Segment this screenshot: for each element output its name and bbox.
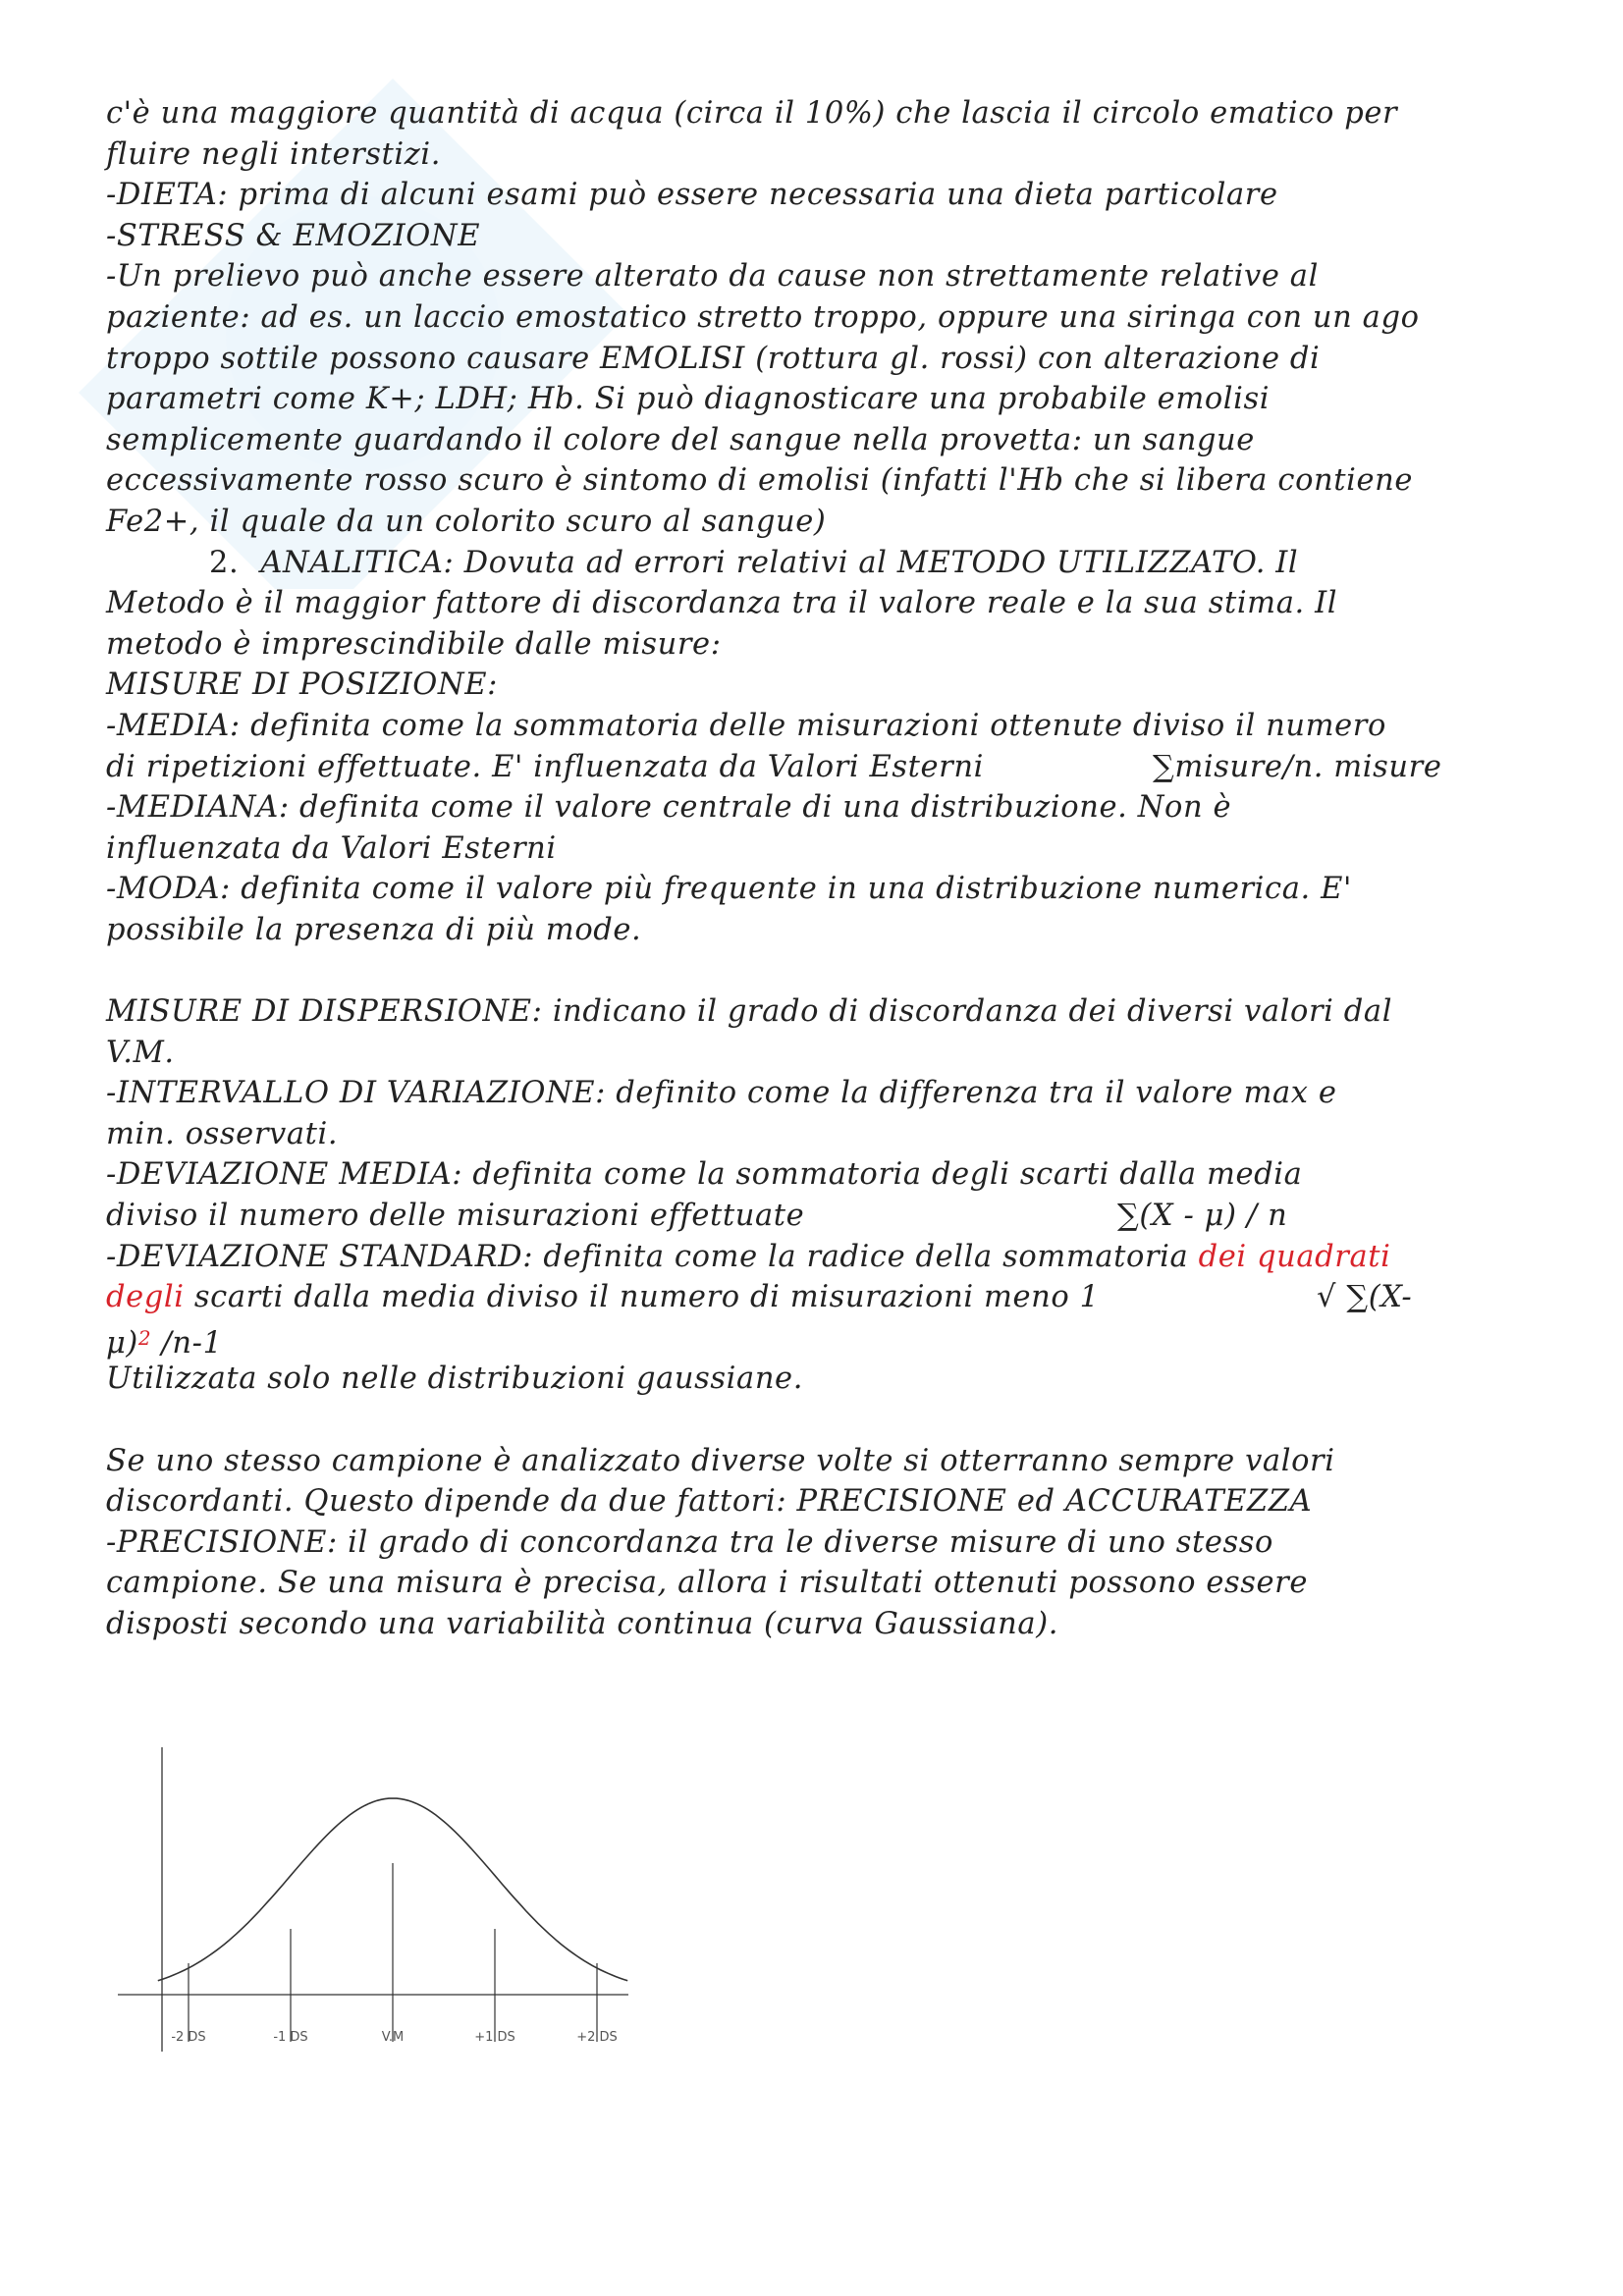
text-line: -MEDIA: definita come la sommatoria delle misurazioni ottenute diviso il numero	[106, 708, 1386, 743]
formula-std-deviation: √ ∑(X-	[1317, 1280, 1413, 1315]
text-line: Utilizzata solo nelle distribuzioni gaussiane.	[106, 1362, 804, 1397]
formula-mean-deviation: ∑(X - μ) / n	[1117, 1199, 1288, 1234]
formula-continuation	[106, 1318, 1481, 1360]
text-span: scarti dalla media diviso il numero di misurazioni meno 1	[184, 1280, 1100, 1315]
text-line: metodo è imprescindibile dalle misure:	[106, 626, 722, 662]
text-line: disposti secondo una variabilità continua (curva Gaussiana).	[106, 1606, 1059, 1641]
text-line: paziente: ad es. un laccio emostatico stretto troppo, oppure una siringa con un ago	[106, 299, 1420, 335]
tick-label: V.M	[381, 2030, 405, 2045]
text-line: -Un prelievo può anche essere alterato da cause non strettamente relative al	[106, 259, 1319, 294]
text-line-with-formula	[106, 1277, 1481, 1318]
text-span: -DEVIAZIONE STANDARD: definita come la radice della sommatoria	[106, 1239, 1199, 1274]
text-line: possibile la presenza di più mode.	[106, 912, 642, 947]
document-body	[106, 93, 1481, 1645]
text-span: μ)	[106, 1325, 138, 1361]
text-line: eccessivamente rosso scuro è sintomo di emolisi (infatti l'Hb che si libera contiene	[106, 463, 1414, 499]
highlight-text: dei quadrati	[1198, 1239, 1391, 1274]
text-line: -PRECISIONE: il grado di concordanza tra le diverse misure di uno stesso	[106, 1524, 1273, 1560]
tick-label: -1 DS	[273, 2030, 308, 2045]
text-span: di ripetizioni effettuate. E' influenzata da Valori Esterni	[106, 749, 984, 784]
text-line: influenzata da Valori Esterni	[106, 830, 557, 866]
text-line: V.M.	[106, 1035, 175, 1070]
gaussian-chart	[118, 1737, 628, 2071]
text-line: semplicemente guardando il colore del sangue nella provetta: un sangue	[106, 422, 1255, 457]
text-line	[106, 1237, 1481, 1278]
text-line: troppo sottile possono causare EMOLISI (rottura gl. rossi) con alterazione di	[106, 341, 1321, 376]
text-line: Fe2+, il quale da un colorito scuro al sangue)	[106, 504, 827, 539]
text-line: campione. Se una misura è precisa, allora i risultati ottenuti possono essere	[106, 1566, 1309, 1601]
text-line: min. osservati.	[106, 1116, 339, 1151]
section-heading: MISURE DI POSIZIONE:	[106, 667, 498, 703]
text-line: -MODA: definita come il valore più frequente in una distribuzione numerica. E'	[106, 872, 1352, 907]
list-item-analitica	[106, 543, 1481, 584]
superscript: 2	[137, 1325, 152, 1350]
text-line: c'è una maggiore quantità di acqua (circa il 10%) che lascia il circolo ematico per	[106, 96, 1398, 131]
text-line: -STRESS & EMOZIONE	[106, 218, 481, 253]
tick-label: +2 DS	[576, 2030, 618, 2045]
text-line-with-formula	[106, 1196, 1481, 1237]
text-line: Se uno stesso campione è analizzato diverse volte si otterranno sempre valori	[106, 1443, 1335, 1478]
text-line: Metodo è il maggior fattore di discordanza tra il valore reale e la sua stima. Il	[106, 586, 1338, 621]
formula-mean: ∑misure/n. misure	[1153, 749, 1442, 784]
highlight-text: degli	[106, 1280, 185, 1315]
text-span: diviso il numero delle misurazioni effettuate	[106, 1199, 805, 1234]
text-line: -DEVIAZIONE MEDIA: definita come la sommatoria degli scarti dalla media	[106, 1157, 1303, 1193]
text-line: parametri come K+; LDH; Hb. Si può diagnosticare una probabile emolisi	[106, 382, 1271, 417]
tick-label: -2 DS	[171, 2030, 206, 2045]
list-number: 2.	[209, 545, 240, 580]
text-line: -INTERVALLO DI VARIAZIONE: definito come la differenza tra il valore max e	[106, 1076, 1337, 1111]
section-heading: MISURE DI DISPERSIONE: indicano il grado di discordanza dei diversi valori dal	[106, 994, 1393, 1030]
text-line: discordanti. Questo dipende da due fattori: PRECISIONE ed ACCURATEZZA	[106, 1484, 1313, 1520]
text-line-with-formula	[106, 747, 1481, 788]
text-line: fluire negli interstizi.	[106, 136, 442, 172]
tick-label: +1 DS	[474, 2030, 515, 2045]
text-line: -DIETA: prima di alcuni esami può essere necessaria una dieta particolare	[106, 178, 1278, 213]
text-span: /n-1	[151, 1325, 223, 1361]
text-span: ANALITICA: Dovuta ad errori relativi al METODO UTILIZZATO. Il	[260, 545, 1299, 580]
text-line: -MEDIANA: definita come il valore centrale di una distribuzione. Non è	[106, 790, 1232, 826]
